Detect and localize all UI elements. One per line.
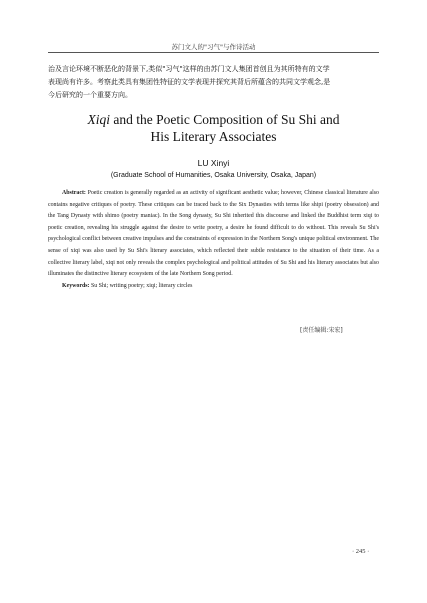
keywords-label: Keywords: (62, 282, 90, 289)
title-line-1-rest: and the Poetic Composition of Su Shi and (110, 112, 340, 127)
title-italic-word: Xiqi (87, 112, 110, 127)
keywords-paragraph (48, 281, 379, 293)
title-line-1 (0, 111, 427, 128)
page-number: · 245 · (352, 548, 370, 555)
chinese-line: 今后研究的一个重要方向。 (48, 91, 132, 99)
abstract-label: Abstract: (62, 190, 86, 196)
abstract-block (48, 188, 379, 292)
chinese-line: 表现尚有许多。考察此类具有集团性特征的文学表现并探究其背后所蕴含的共同文学观念,是 (48, 78, 331, 86)
author-affiliation: (Graduate School of Humanities, Osaka University, Osaka, Japan) (110, 172, 317, 179)
editor-note: [责任编辑:宋宏] (300, 327, 343, 334)
english-title (0, 111, 427, 145)
abstract-text: Poetic creation is generally regarded as an activity of significant aesthetic value; however, Chinese classical literature also contains negative critiques of poetry. These critiques can be traced back to the Six Dynasties with terms like shipi (poetry obsession) and the Tang Dynasty with shimo (poetry maniac). In the Song dynasty, Su Shi inherited this discourse and linked the Buddhist term xiqi to poetic creation, revealing his struggle against the desire to write poetry, a desire he found difficult to do without. This reveals Su Shi's psychological conflict between creative impulses and the constraints of expression in the Northern Song's unique political environment. The sense of xiqi was also used by Su Shi's literary associates, which reflected their subtle resistance to the situation of their time. As a collective literary label, xiqi not only reveals the complex psychological and political attitudes of Su Shi and his literary associates but also illuminates the distinctive literary ecosystem of the late Northern Song period. (48, 190, 379, 278)
author-name: LU Xinyi (197, 158, 230, 168)
running-head: 苏门文人的"习气"与作诗活动 (171, 43, 256, 51)
header-rule (48, 52, 379, 53)
chinese-line: 治及言论环境不断恶化的背景下,类似"习气"这样的由苏门文人集团首创且为其所特有的文学 (48, 65, 330, 73)
chinese-paragraph (48, 63, 379, 102)
abstract-paragraph (48, 188, 379, 281)
keywords-text: Su Shi; writing poetry; xiqi; literary circles (89, 282, 193, 289)
title-line-2: His Literary Associates (150, 129, 277, 144)
